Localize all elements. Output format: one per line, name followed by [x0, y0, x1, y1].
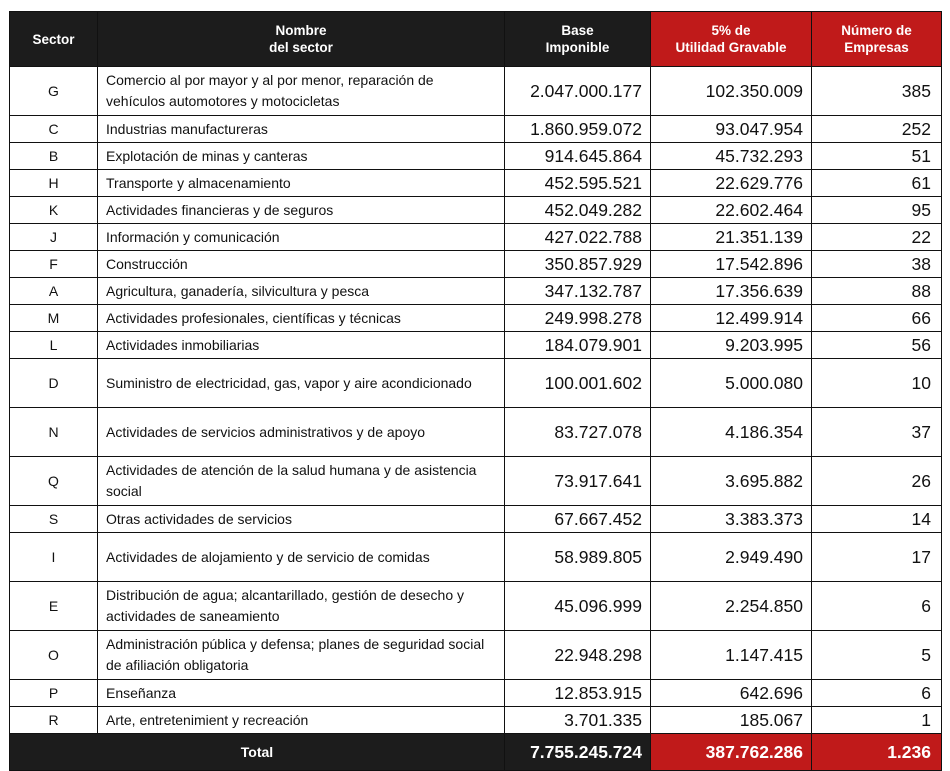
- sector-code-cell: K: [10, 197, 98, 224]
- table-row: [10, 197, 942, 224]
- sector-code-cell: S: [10, 506, 98, 533]
- utilidad-gravable-cell: 3.695.882: [651, 457, 812, 506]
- sector-name-cell: Actividades de atención de la salud humana y de asistencia social: [98, 457, 505, 506]
- numero-empresas-cell: 61: [812, 170, 942, 197]
- numero-empresas-cell: 26: [812, 457, 942, 506]
- sector-code-cell: L: [10, 332, 98, 359]
- sector-name-cell: Actividades profesionales, científicas y técnicas: [98, 305, 505, 332]
- utilidad-gravable-cell: 2.254.850: [651, 582, 812, 631]
- base-imponible-cell: 452.049.282: [505, 197, 651, 224]
- base-imponible-cell: 184.079.901: [505, 332, 651, 359]
- table-row: [10, 332, 942, 359]
- utilidad-gravable-cell: 5.000.080: [651, 359, 812, 408]
- table-row: [10, 67, 942, 116]
- sector-table: [9, 11, 942, 771]
- table-row: [10, 170, 942, 197]
- sector-name-cell: Actividades financieras y de seguros: [98, 197, 505, 224]
- sector-code-cell: I: [10, 533, 98, 582]
- sector-code-cell: R: [10, 707, 98, 734]
- table-row: [10, 533, 942, 582]
- utilidad-gravable-cell: 642.696: [651, 680, 812, 707]
- numero-empresas-cell: 14: [812, 506, 942, 533]
- numero-empresas-cell: 38: [812, 251, 942, 278]
- sector-code-cell: O: [10, 631, 98, 680]
- sector-name-cell: Transporte y almacenamiento: [98, 170, 505, 197]
- base-imponible-cell: 914.645.864: [505, 143, 651, 170]
- numero-empresas-cell: 37: [812, 408, 942, 457]
- header-base: Base Imponible: [505, 12, 651, 67]
- numero-empresas-cell: 17: [812, 533, 942, 582]
- table-row: [10, 278, 942, 305]
- base-imponible-cell: 347.132.787: [505, 278, 651, 305]
- sector-name-cell: Suministro de electricidad, gas, vapor y aire acondicionado: [98, 359, 505, 408]
- sector-code-cell: M: [10, 305, 98, 332]
- table-row: [10, 707, 942, 734]
- sector-name-cell: Industrias manufactureras: [98, 116, 505, 143]
- table-row: [10, 631, 942, 680]
- sector-code-cell: G: [10, 67, 98, 116]
- base-imponible-cell: 83.727.078: [505, 408, 651, 457]
- numero-empresas-cell: 6: [812, 582, 942, 631]
- utilidad-gravable-cell: 17.356.639: [651, 278, 812, 305]
- base-imponible-cell: 350.857.929: [505, 251, 651, 278]
- utilidad-gravable-cell: 185.067: [651, 707, 812, 734]
- sector-name-cell: Otras actividades de servicios: [98, 506, 505, 533]
- header-nombre: Nombre del sector: [98, 12, 505, 67]
- table-body: [10, 67, 942, 734]
- numero-empresas-cell: 88: [812, 278, 942, 305]
- header-sector: Sector: [10, 12, 98, 67]
- total-empresas: 1.236: [812, 734, 942, 771]
- sector-name-cell: Comercio al por mayor y al por menor, reparación de vehículos automotores y motocicletas: [98, 67, 505, 116]
- table-row: [10, 116, 942, 143]
- numero-empresas-cell: 252: [812, 116, 942, 143]
- total-base: 7.755.245.724: [505, 734, 651, 771]
- table-row: [10, 143, 942, 170]
- base-imponible-cell: 12.853.915: [505, 680, 651, 707]
- utilidad-gravable-cell: 4.186.354: [651, 408, 812, 457]
- utilidad-gravable-cell: 22.602.464: [651, 197, 812, 224]
- utilidad-gravable-cell: 17.542.896: [651, 251, 812, 278]
- sector-name-cell: Actividades de alojamiento y de servicio de comidas: [98, 533, 505, 582]
- numero-empresas-cell: 1: [812, 707, 942, 734]
- total-utilidad: 387.762.286: [651, 734, 812, 771]
- numero-empresas-cell: 22: [812, 224, 942, 251]
- numero-empresas-cell: 66: [812, 305, 942, 332]
- numero-empresas-cell: 10: [812, 359, 942, 408]
- numero-empresas-cell: 385: [812, 67, 942, 116]
- table-row: [10, 224, 942, 251]
- table-row: [10, 582, 942, 631]
- table-row: [10, 680, 942, 707]
- base-imponible-cell: 73.917.641: [505, 457, 651, 506]
- sector-code-cell: B: [10, 143, 98, 170]
- base-imponible-cell: 1.860.959.072: [505, 116, 651, 143]
- numero-empresas-cell: 95: [812, 197, 942, 224]
- base-imponible-cell: 58.989.805: [505, 533, 651, 582]
- utilidad-gravable-cell: 9.203.995: [651, 332, 812, 359]
- sector-name-cell: Información y comunicación: [98, 224, 505, 251]
- numero-empresas-cell: 56: [812, 332, 942, 359]
- sector-name-cell: Explotación de minas y canteras: [98, 143, 505, 170]
- total-label: Total: [10, 734, 505, 771]
- table-row: [10, 506, 942, 533]
- sector-code-cell: H: [10, 170, 98, 197]
- table-row: [10, 305, 942, 332]
- sector-code-cell: D: [10, 359, 98, 408]
- sector-code-cell: J: [10, 224, 98, 251]
- sector-name-cell: Construcción: [98, 251, 505, 278]
- table-row: [10, 457, 942, 506]
- sector-name-cell: Actividades inmobiliarias: [98, 332, 505, 359]
- sector-code-cell: F: [10, 251, 98, 278]
- base-imponible-cell: 452.595.521: [505, 170, 651, 197]
- sector-name-cell: Enseñanza: [98, 680, 505, 707]
- header-utilidad: 5% de Utilidad Gravable: [651, 12, 812, 67]
- utilidad-gravable-cell: 2.949.490: [651, 533, 812, 582]
- sector-name-cell: Agricultura, ganadería, silvicultura y pesca: [98, 278, 505, 305]
- table-row: [10, 251, 942, 278]
- table-footer: [10, 734, 942, 771]
- total-row: [10, 734, 942, 771]
- utilidad-gravable-cell: 21.351.139: [651, 224, 812, 251]
- utilidad-gravable-cell: 93.047.954: [651, 116, 812, 143]
- table-row: [10, 359, 942, 408]
- base-imponible-cell: 427.022.788: [505, 224, 651, 251]
- sector-name-cell: Administración pública y defensa; planes de seguridad social de afiliación obligatoria: [98, 631, 505, 680]
- sector-code-cell: A: [10, 278, 98, 305]
- base-imponible-cell: 67.667.452: [505, 506, 651, 533]
- utilidad-gravable-cell: 3.383.373: [651, 506, 812, 533]
- utilidad-gravable-cell: 22.629.776: [651, 170, 812, 197]
- sector-name-cell: Arte, entretenimient y recreación: [98, 707, 505, 734]
- base-imponible-cell: 249.998.278: [505, 305, 651, 332]
- numero-empresas-cell: 6: [812, 680, 942, 707]
- base-imponible-cell: 100.001.602: [505, 359, 651, 408]
- base-imponible-cell: 3.701.335: [505, 707, 651, 734]
- sector-name-cell: Distribución de agua; alcantarillado, gestión de desecho y actividades de saneamiento: [98, 582, 505, 631]
- sector-code-cell: P: [10, 680, 98, 707]
- sector-code-cell: Q: [10, 457, 98, 506]
- sector-code-cell: C: [10, 116, 98, 143]
- utilidad-gravable-cell: 12.499.914: [651, 305, 812, 332]
- numero-empresas-cell: 51: [812, 143, 942, 170]
- sector-table-container: [9, 11, 941, 771]
- base-imponible-cell: 2.047.000.177: [505, 67, 651, 116]
- numero-empresas-cell: 5: [812, 631, 942, 680]
- table-header: [10, 12, 942, 67]
- base-imponible-cell: 45.096.999: [505, 582, 651, 631]
- utilidad-gravable-cell: 45.732.293: [651, 143, 812, 170]
- sector-code-cell: E: [10, 582, 98, 631]
- utilidad-gravable-cell: 102.350.009: [651, 67, 812, 116]
- sector-code-cell: N: [10, 408, 98, 457]
- base-imponible-cell: 22.948.298: [505, 631, 651, 680]
- sector-name-cell: Actividades de servicios administrativos y de apoyo: [98, 408, 505, 457]
- table-row: [10, 408, 942, 457]
- header-empresas: Número de Empresas: [812, 12, 942, 67]
- utilidad-gravable-cell: 1.147.415: [651, 631, 812, 680]
